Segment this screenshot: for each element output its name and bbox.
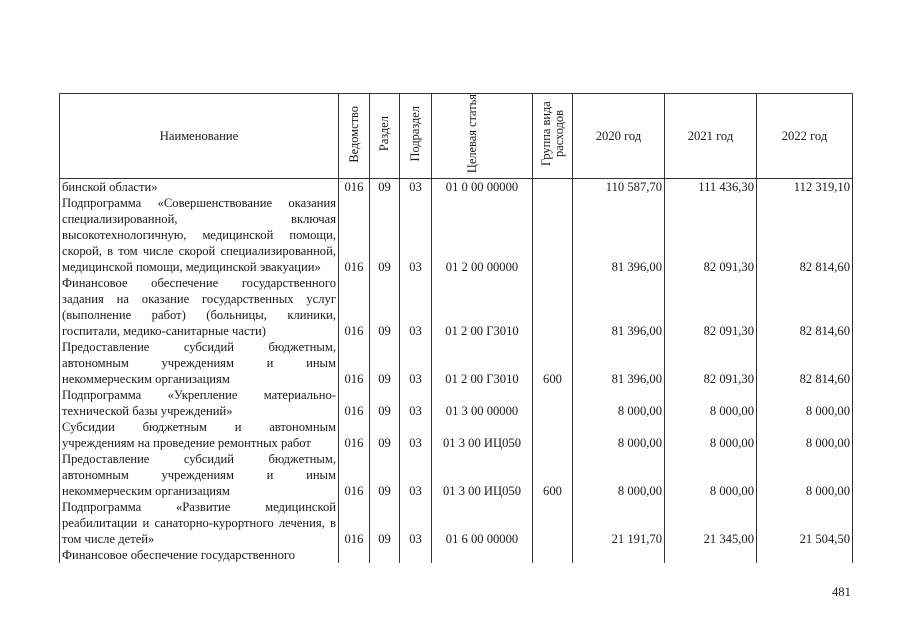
- row-name: Подпрограмма «Совершенствование оказания специализированной, включая высокотехнологичную, медицинской помощи, скорой, в том числе скорой специализированной, медицинской помощи, медицинской эвакуации»: [60, 195, 339, 275]
- row-celevaya-statya: 01 6 00 00000: [432, 499, 533, 547]
- table-row: [60, 451, 853, 499]
- row-podrazdel: 03: [400, 419, 432, 451]
- row-razdel: 09: [370, 195, 400, 275]
- row-celevaya-statya: 01 3 00 ИЦ050: [432, 419, 533, 451]
- table-row: [60, 195, 853, 275]
- row-celevaya-statya: 01 3 00 00000: [432, 387, 533, 419]
- row-vedomstvo: 016: [339, 179, 370, 196]
- row-2022: 8 000,00: [757, 387, 853, 419]
- row-2022: 112 319,10: [757, 179, 853, 196]
- row-gruppa: [533, 387, 573, 419]
- row-razdel: 09: [370, 419, 400, 451]
- row-2020: 81 396,00: [573, 339, 665, 387]
- row-celevaya-statya: 01 3 00 ИЦ050: [432, 451, 533, 499]
- row-podrazdel: 03: [400, 179, 432, 196]
- row-celevaya-statya: 01 2 00 Г3010: [432, 275, 533, 339]
- row-podrazdel: 03: [400, 499, 432, 547]
- row-2021: 111 436,30: [665, 179, 757, 196]
- row-podrazdel: 03: [400, 451, 432, 499]
- table-row: [60, 179, 853, 196]
- row-gruppa: [533, 499, 573, 547]
- row-2021: 8 000,00: [665, 387, 757, 419]
- row-2021: [665, 547, 757, 563]
- row-celevaya-statya: [432, 547, 533, 563]
- header-celevaya-statya: Целевая статья: [432, 94, 533, 179]
- row-2021: 8 000,00: [665, 451, 757, 499]
- row-razdel: 09: [370, 387, 400, 419]
- row-2022: 82 814,60: [757, 195, 853, 275]
- row-vedomstvo: 016: [339, 451, 370, 499]
- row-razdel: 09: [370, 179, 400, 196]
- table-row: [60, 339, 853, 387]
- row-vedomstvo: 016: [339, 339, 370, 387]
- row-2020: 8 000,00: [573, 387, 665, 419]
- row-name: Предоставление субсидий бюджетным, автономным учреждениям и иным некоммерческим организациям: [60, 339, 339, 387]
- row-vedomstvo: 016: [339, 195, 370, 275]
- table-row: [60, 547, 853, 563]
- header-2020: 2020 год: [573, 94, 665, 179]
- budget-table: [59, 93, 853, 563]
- row-2022: 82 814,60: [757, 275, 853, 339]
- row-gruppa: [533, 419, 573, 451]
- row-vedomstvo: 016: [339, 387, 370, 419]
- row-2022: 82 814,60: [757, 339, 853, 387]
- row-gruppa: 600: [533, 451, 573, 499]
- row-name: бинской области»: [60, 179, 339, 196]
- row-2021: 82 091,30: [665, 275, 757, 339]
- header-2021: 2021 год: [665, 94, 757, 179]
- row-podrazdel: 03: [400, 387, 432, 419]
- row-2020: 110 587,70: [573, 179, 665, 196]
- row-celevaya-statya: 01 2 00 Г3010: [432, 339, 533, 387]
- header-gruppa-vida-rashodov: Группа вида расходов: [533, 94, 573, 179]
- table-row: [60, 275, 853, 339]
- row-name: Подпрограмма «Развитие медицинской реабилитации и санаторно-курортного лечения, в том числе детей»: [60, 499, 339, 547]
- row-name: Финансовое обеспечение государственного задания на оказание государственных услуг (выполнение работ) (больницы, клиники, госпитали, медико-санитарные части): [60, 275, 339, 339]
- row-podrazdel: 03: [400, 275, 432, 339]
- row-vedomstvo: 016: [339, 419, 370, 451]
- header-vedomstvo: Ведомство: [339, 94, 370, 179]
- header-2022: 2022 год: [757, 94, 853, 179]
- row-2021: 82 091,30: [665, 339, 757, 387]
- row-podrazdel: [400, 547, 432, 563]
- row-razdel: 09: [370, 499, 400, 547]
- row-2020: [573, 547, 665, 563]
- row-razdel: 09: [370, 275, 400, 339]
- row-gruppa: [533, 275, 573, 339]
- row-2022: 21 504,50: [757, 499, 853, 547]
- row-name: Субсидии бюджетным и автономным учреждениям на проведение ремонтных работ: [60, 419, 339, 451]
- table-row: [60, 387, 853, 419]
- row-name: Финансовое обеспечение государственного: [60, 547, 339, 563]
- row-podrazdel: 03: [400, 339, 432, 387]
- row-2021: 8 000,00: [665, 419, 757, 451]
- row-celevaya-statya: 01 0 00 00000: [432, 179, 533, 196]
- row-2020: 81 396,00: [573, 275, 665, 339]
- row-vedomstvo: [339, 547, 370, 563]
- row-2020: 8 000,00: [573, 419, 665, 451]
- row-gruppa: [533, 195, 573, 275]
- row-name: Подпрограмма «Укрепление материально-технической базы учреждений»: [60, 387, 339, 419]
- row-vedomstvo: 016: [339, 499, 370, 547]
- row-gruppa: 600: [533, 339, 573, 387]
- row-2021: 21 345,00: [665, 499, 757, 547]
- header-podrazdel: Подраздел: [400, 94, 432, 179]
- row-2022: 8 000,00: [757, 419, 853, 451]
- row-2022: [757, 547, 853, 563]
- table-header-row: [60, 94, 853, 179]
- row-2020: 8 000,00: [573, 451, 665, 499]
- row-razdel: 09: [370, 451, 400, 499]
- row-2021: 82 091,30: [665, 195, 757, 275]
- row-name: Предоставление субсидий бюджетным, автономным учреждениям и иным некоммерческим организациям: [60, 451, 339, 499]
- row-podrazdel: 03: [400, 195, 432, 275]
- table-row: [60, 419, 853, 451]
- row-2020: 81 396,00: [573, 195, 665, 275]
- row-2020: 21 191,70: [573, 499, 665, 547]
- row-razdel: [370, 547, 400, 563]
- row-celevaya-statya: 01 2 00 00000: [432, 195, 533, 275]
- table-row: [60, 499, 853, 547]
- row-2022: 8 000,00: [757, 451, 853, 499]
- row-vedomstvo: 016: [339, 275, 370, 339]
- header-name: Наименование: [60, 94, 339, 179]
- row-gruppa: [533, 179, 573, 196]
- page-number: 481: [832, 585, 851, 599]
- table-body: [60, 179, 853, 564]
- row-gruppa: [533, 547, 573, 563]
- row-razdel: 09: [370, 339, 400, 387]
- header-razdel: Раздел: [370, 94, 400, 179]
